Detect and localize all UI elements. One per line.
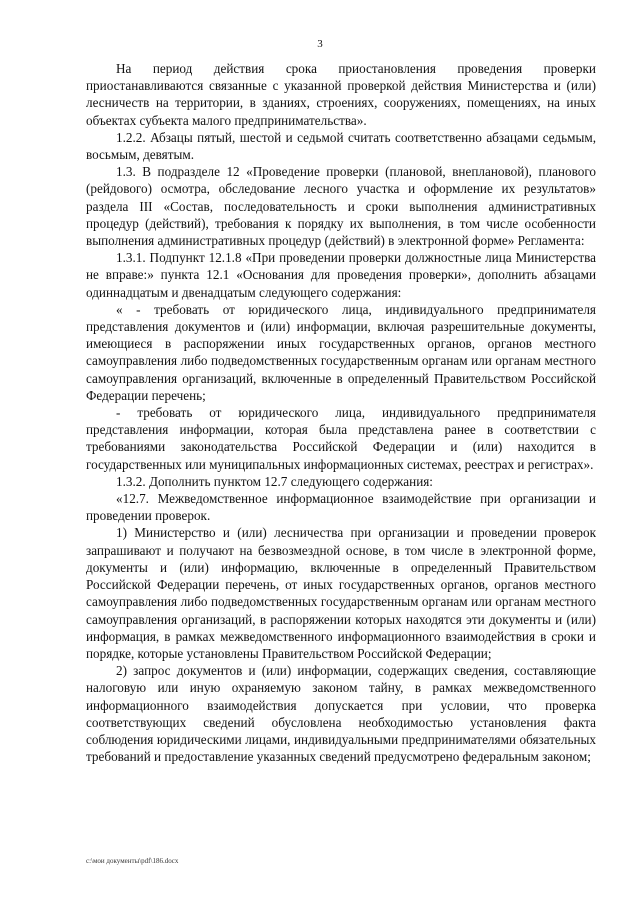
document-body (86, 60, 596, 765)
paragraph-suspension-of-actions: На период действия срока приостановления проведения проверки приостанавливаются связанные с указанной проверкой действия Министерства и (или) лесничеств на территории, в зданиях, строениях, сооружениях, помещениях, на иных объектах субъекта малого предпринимательства». (86, 61, 596, 128)
paragraph-1-2-2: 1.2.2. Абзацы пятый, шестой и седьмой считать соответственно абзацами седьмым, восьмым, девятым. (86, 129, 596, 163)
paragraph-1-3-1: 1.3.1. Подпункт 12.1.8 «При проведении проверки должностные лица Министерства не вправе:» пункта 12.1 «Основания для проведения проверки», дополнить абзацами одиннадцатым и двенадцатым следующего содержания: (86, 250, 596, 300)
paragraph-1-3-2: 1.3.2. Дополнить пунктом 12.7 следующего содержания: (116, 473, 433, 489)
paragraph-item-1: 1) Министерство и (или) лесничества при организации и проведении проверок запрашивают и получают на безвозмездной основе, в том числе в электронной форме, документы и (или) информацию, включенные в определенный Правительством Российской Федерации перечень, от иных государственных органов, органов местного самоуправления либо подведомственных государственным органам или органам местного самоуправления организаций, в распоряжении которых находятся эти документы и (или) информация, в рамках межведомственного информационного взаимодействия в сроки и порядке, которые установлены Правительством Российской Федерации; (86, 525, 596, 661)
footer-file-path: c:\мои документы\pdf\186.docx (86, 857, 179, 865)
paragraph-prohibition-information: - требовать от юридического лица, индивидуального предпринимателя представления информации, которая была представлена ранее в соответствии с требованиями законодательства Российской Федерации и (или) находится в государственных или муниципальных информационных системах, реестрах и регистрах». (86, 405, 596, 472)
paragraph-item-2: 2) запрос документов и (или) информации, содержащих сведения, составляющие налоговую или иную охраняемую законом тайну, в рамках межведомственного информационного взаимодействия допускается при условии, что проверка соответствующих сведений обусловлена необходимостью установления факта соблюдения юридическими лицами, индивидуальными предпринимателями обязательных требований и предоставление указанных сведений предусмотрено федеральным законом; (86, 663, 596, 765)
paragraph-prohibition-documents: « - требовать от юридического лица, индивидуального предпринимателя представления документов и (или) информации, включая разрешительные документы, имеющиеся в распоряжении иных государственных органов, органов местного самоуправления либо подведомственных государственным органам или органам местного самоуправления организаций, включенные в определенный Правительством Российской Федерации перечень; (86, 301, 596, 403)
page-number: 3 (317, 38, 323, 50)
paragraph-12-7-title: «12.7. Межведомственное информационное взаимодействие при организации и проведении проверок. (86, 491, 596, 524)
paragraph-1-3: 1.3. В подразделе 12 «Проведение проверки (плановой, внеплановой), планового (рейдового) осмотра, обследование лесного участка и оформление их результатов» раздела III «Состав, последовательность и сроки выполнения административных процедур (действий), требования к порядку их выполнения, в том числе особенности выполнения административных процедур (действий) в электронной форме» Регламента: (86, 164, 596, 249)
